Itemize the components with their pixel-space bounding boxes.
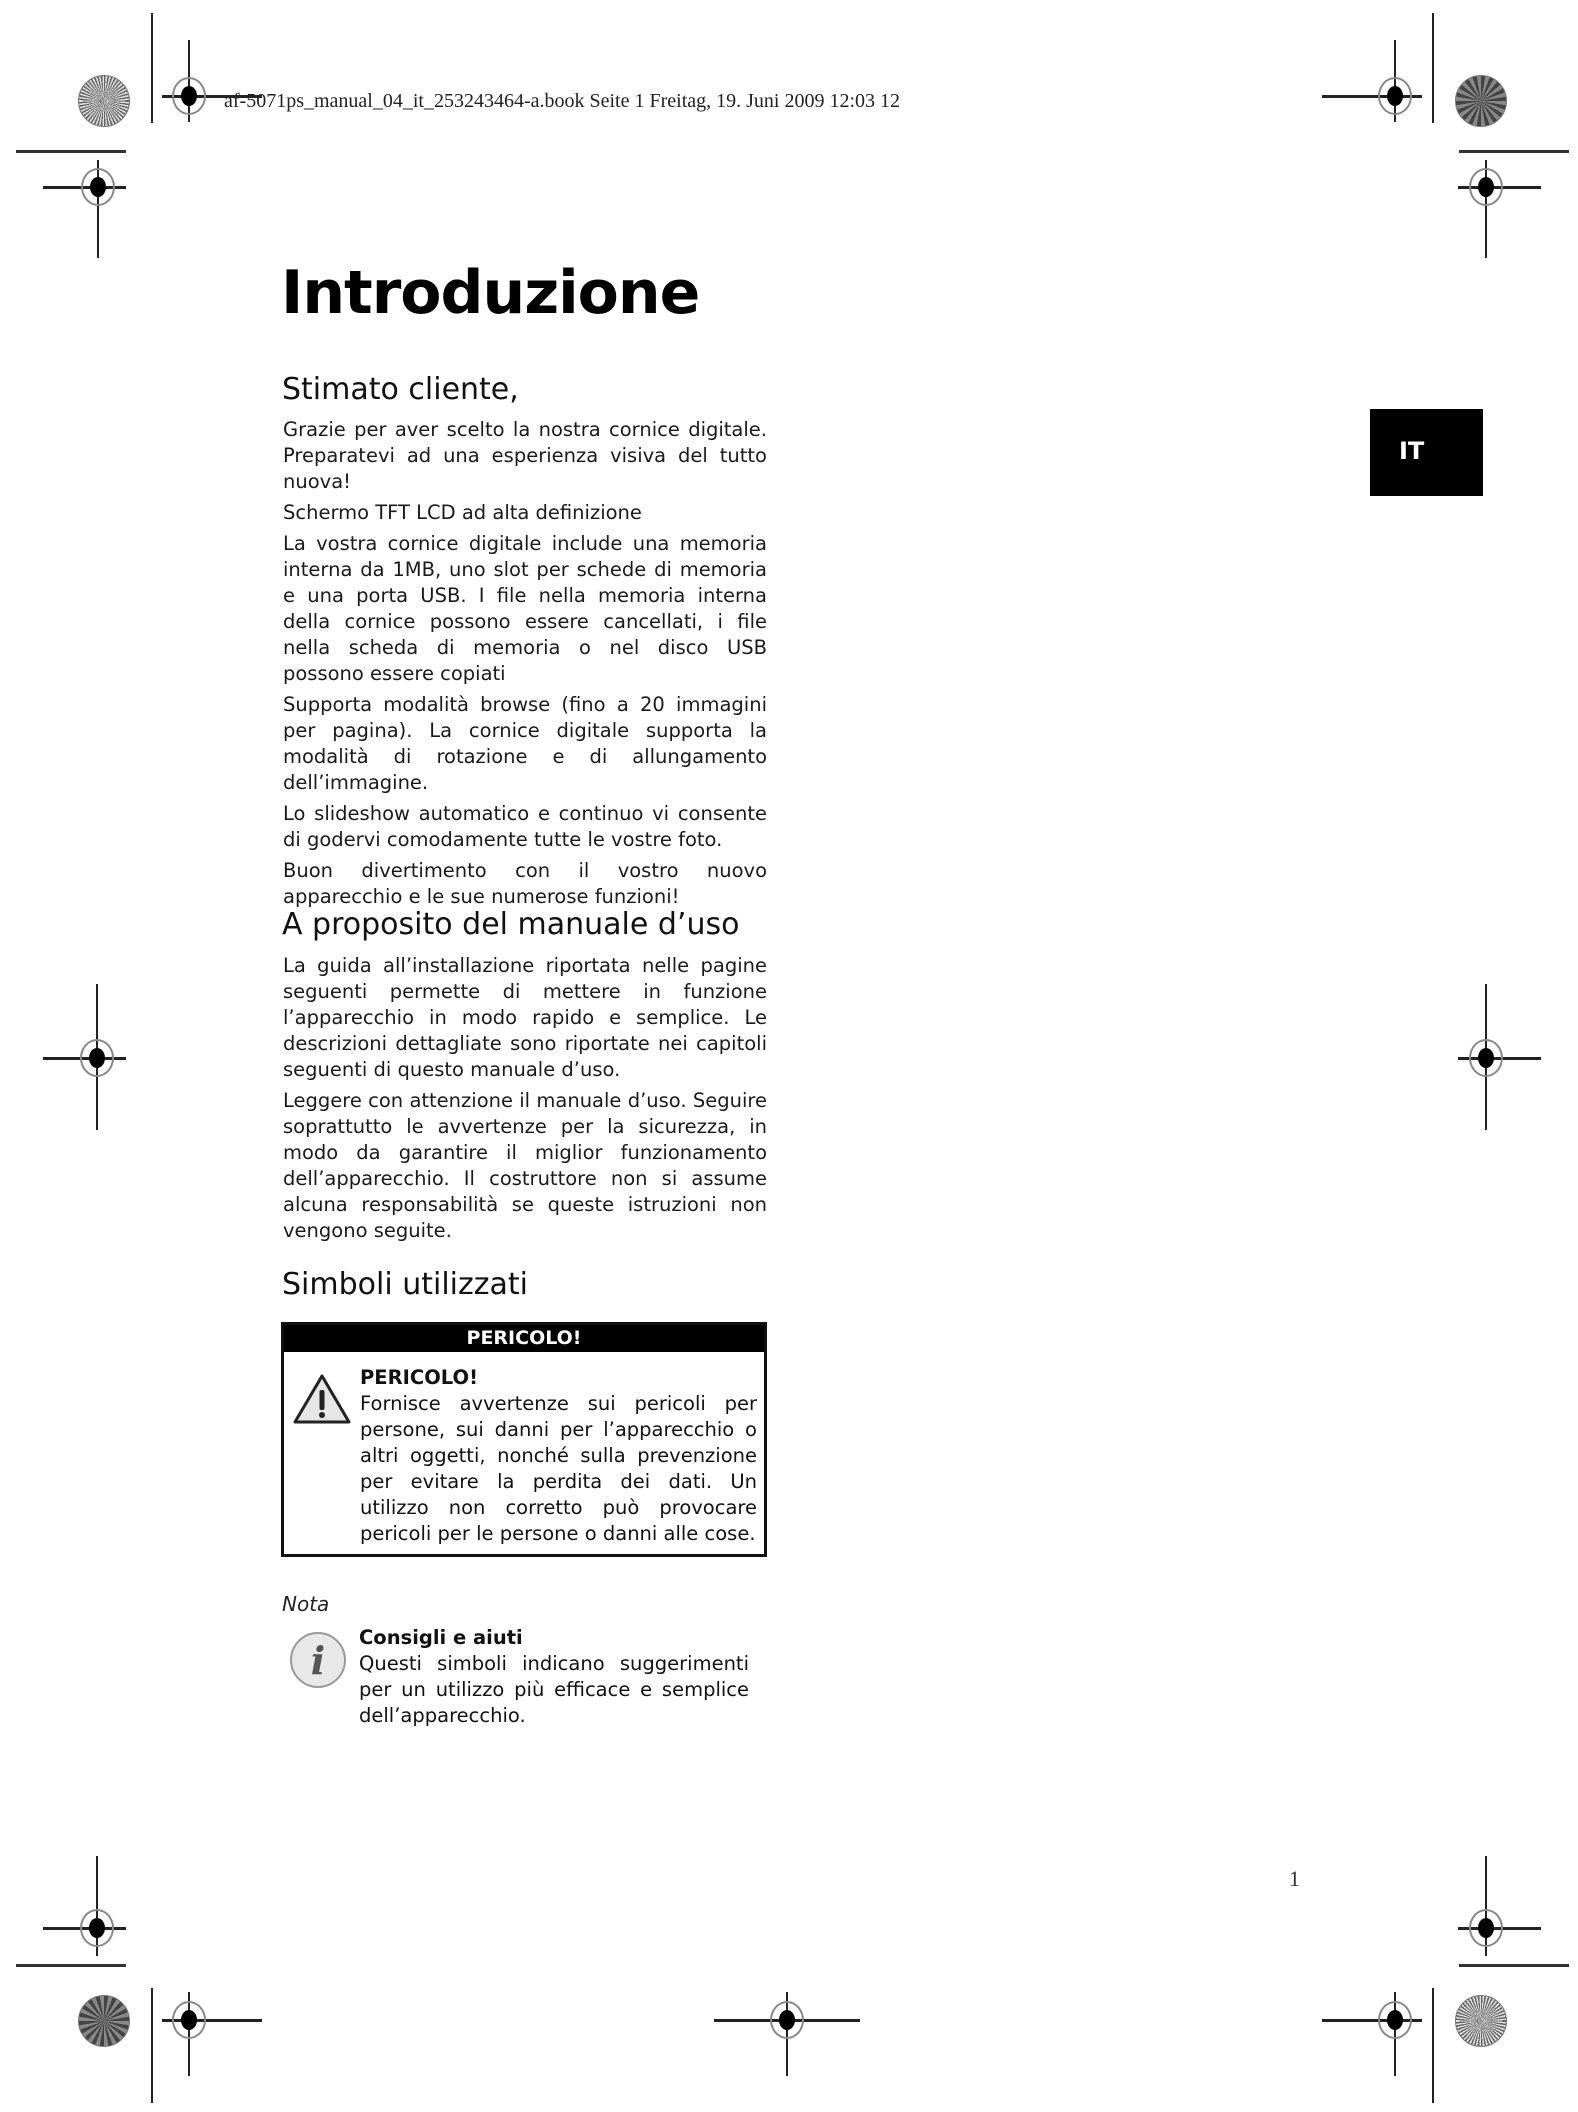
section-heading-manuale: A proposito del manuale d’uso bbox=[282, 907, 740, 942]
trim-line bbox=[1432, 1988, 1434, 2103]
color-bar-starburst-icon bbox=[1455, 75, 1507, 127]
note-label: Nota bbox=[282, 1592, 330, 1616]
trim-line bbox=[1459, 1964, 1569, 1967]
language-tab-label: IT bbox=[1399, 437, 1425, 465]
warning-triangle-icon bbox=[292, 1373, 352, 1425]
section-body-manuale bbox=[283, 953, 767, 1249]
danger-notice-label: PERICOLO! bbox=[360, 1366, 478, 1389]
trim-line bbox=[16, 1964, 126, 1967]
paragraph: Grazie per aver scelto la nostra cornice digitale. Preparatevi ad una esperienza visiva del tutto nuova! bbox=[283, 418, 767, 493]
color-bar-starburst-icon bbox=[78, 1995, 130, 2047]
paragraph: Schermo TFT LCD ad alta definizione bbox=[283, 501, 642, 524]
info-icon: i bbox=[290, 1632, 346, 1688]
print-slug-line: af-5071ps_manual_04_it_253243464-a.book Seite 1 Freitag, 19. Juni 2009 12:03 12 bbox=[224, 90, 901, 112]
paragraph: La vostra cornice digitale include una memoria interna da 1MB, uno slot per schede di memoria e una porta USB. I file nella memoria interna della cornice possono essere cancellati, i file nella scheda di memoria o nel disco USB possono essere copiati bbox=[283, 532, 767, 685]
page-title: Introduzione bbox=[281, 258, 700, 328]
trim-line bbox=[151, 1988, 153, 2103]
language-tab bbox=[1370, 409, 1483, 496]
page-number: 1 bbox=[1289, 1866, 1300, 1891]
section-heading-simboli: Simboli utilizzati bbox=[282, 1267, 528, 1302]
trim-line bbox=[16, 150, 126, 153]
trim-line bbox=[1432, 13, 1434, 123]
paragraph: Lo slideshow automatico e continuo vi consente di godervi comodamente tutte le vostre foto. bbox=[283, 802, 767, 851]
note-title: Consigli e aiuti bbox=[359, 1626, 523, 1649]
color-bar-starburst-icon bbox=[78, 75, 130, 127]
danger-notice-text: Fornisce avvertenze sui pericoli per persone, sui danni per l’apparecchio o altri oggetti, nonché sulla prevenzione per evitare la perdita dei dati. Un utilizzo non corretto può provocare pericoli per le persone o danni alle cose. bbox=[360, 1392, 757, 1545]
section-body-stimato-cliente bbox=[283, 417, 767, 915]
paragraph: Buon divertimento con il vostro nuovo apparecchio e le sue numerose funzioni! bbox=[283, 859, 767, 908]
trim-line bbox=[1459, 150, 1569, 153]
note-content bbox=[359, 1625, 749, 1729]
trim-line bbox=[151, 13, 153, 123]
color-bar-starburst-icon bbox=[1455, 1995, 1507, 2047]
paragraph: Leggere con attenzione il manuale d’uso. Seguire soprattutto le avvertenze per la sicurezza, in modo da garantire il miglior funzionamento dell’apparecchio. Il costruttore non si assume alcuna responsabilità se queste istruzioni non vengono seguite. bbox=[283, 1089, 767, 1242]
danger-notice-header: PERICOLO! bbox=[284, 1325, 764, 1352]
paragraph: Supporta modalità browse (fino a 20 immagini per pagina). La cornice digitale supporta la modalità di rotazione e di allungamento dell’immagine. bbox=[283, 693, 767, 794]
danger-notice-box bbox=[281, 1322, 767, 1557]
paragraph: La guida all’installazione riportata nelle pagine seguenti permette di mettere in funzione l’apparecchio in modo rapido e semplice. Le descrizioni dettagliate sono riportate nei capitoli seguenti di questo manuale d’uso. bbox=[283, 954, 767, 1081]
section-heading-stimato-cliente: Stimato cliente, bbox=[282, 372, 519, 407]
danger-notice-content bbox=[360, 1365, 757, 1547]
note-text: Questi simboli indicano suggerimenti per un utilizzo più efficace e semplice dell’apparecchio. bbox=[359, 1652, 749, 1727]
